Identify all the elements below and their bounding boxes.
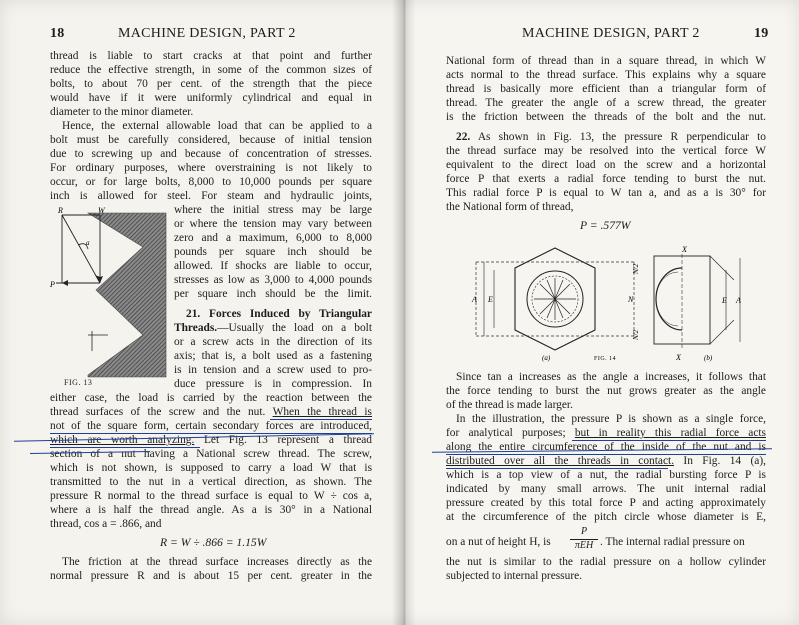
figure-14-sub-b: (b) [704,354,713,362]
figure-13-thread-section [48,205,170,385]
figure-label-x-top: X [682,245,687,254]
text-line: force P that exerts a radial force tending to burst the nut. [446,173,766,185]
text-line: pressure R normal to the thread surface is equal to W ÷ cos a, [50,490,372,502]
figure-label-e-right: E [722,296,727,305]
text-line: pounds per square inch should be [174,246,372,258]
text-line: thread is liable to start cracks at that point and further [50,50,372,62]
text-line: at the circumference of the pitch circle whose diameter is E, [446,511,766,523]
section-21-title-cont: Threads. [174,322,218,334]
underlined-phrase: When the thread is [272,406,372,418]
pen-underline [270,419,372,420]
text-line [446,455,766,469]
figure-label-x-bottom: X [676,353,681,362]
formula-numerator: P [580,526,588,537]
underlined-phrase: which are worth analyzing. [50,434,195,446]
text-line: thread. The greater the angle of a screw thread, the greater [446,97,766,109]
text-segment: In Fig. 14 (a), [674,455,766,467]
text-line: reduce the effective strength, in some of the common sizes of [50,64,372,76]
text-line: per square inch should be the limit. [174,288,372,300]
text-line: subjected to internal pressure. [446,570,583,582]
left-running-head: MACHINE DESIGN, PART 2 [118,26,296,41]
section-21-number: 21. [186,308,201,320]
pen-underline [446,468,668,469]
text-line: is the friction between the threads of the bolt and the nut. [446,111,766,123]
figure-14-sub-a: (a) [542,354,551,362]
underlined-phrase: but in reality this radial force acts [574,427,766,439]
figure-13-caption: FIG. 13 [64,378,93,387]
text-line: of the thread is made larger. [446,399,573,411]
text-line: This radial force P is equal to W tan a, and as a is 30° for [446,187,766,199]
book-gutter [392,0,416,625]
text-segment: As shown in Fig. 13, the pressure R perpendicular to [477,131,766,143]
figure-label-n-half-bottom: N/2 [632,329,640,340]
text-line: the thread surface may be resolved into the vertical force W [446,145,766,157]
text-line: which is a top view of a nut, the radial bursting force P is [446,469,766,481]
text-line: the force tending to burst the nut grows greater as the angle [446,385,766,397]
text-line: In the illustration, the pressure P is shown as a single force, [456,413,766,425]
pen-underline [50,447,200,448]
text-line: or a screw acts in the direction of its [174,336,372,348]
text-line: occur, or for large bolts, 8,000 to 10,000 pounds per square [50,176,372,188]
figure-label-n-half-top: N/2 [632,263,640,274]
equation-r: R = W ÷ .866 = 1.15W [160,536,267,549]
pen-underline [446,454,766,455]
text-line: pressure created by this total force P and acting approximately [446,497,766,509]
figure-label-e-dim: E [488,295,493,304]
underlined-phrase: not of the square form, certain secondary forces are introduced, [50,420,372,432]
text-line: thread is basically more efficient than a triangular form of [446,83,766,95]
text-line: diameter to the minor diameter. [50,106,194,118]
text-segment: thread surfaces of the screw and the nut. [50,406,266,418]
formula-suffix: . The internal radial pressure on [600,536,745,548]
text-segment: Let Fig. 13 represent a thread [194,434,372,446]
formula-prefix: on a nut of height H, is [446,536,551,548]
text-line: due to screwing up and because of concentration of stresses. [50,148,372,160]
text-line: duce pressure is in compression. In [174,378,372,390]
text-line: either case, the load is carried by the reaction between the [50,392,372,404]
text-line [50,406,372,420]
underlined-phrase: distributed over all the threads in contact. [446,455,675,467]
text-line: acts normal to the thread surface. This explains why a square [446,69,766,81]
text-segment: for analytical purposes; [446,427,575,439]
formula-line [446,526,766,556]
left-page-number: 18 [50,26,65,41]
text-line: National form of thread than in a square thread, in which W [446,55,766,67]
text-line: which is not shown, is supposed to carry a load W that is [50,462,372,474]
text-line: thread, cos a = .866, and [50,518,162,530]
formula-denominator: πEH [574,540,594,551]
text-line: allowed. If shocks are liable to occur, [174,260,372,272]
figure-label-n: N [628,295,634,304]
figure-label-r: R [58,206,63,215]
text-line: section of a nut having a National screw thread. The screw, [50,448,372,460]
text-line: the nut is similar to the radial pressure on a hollow cylinder [446,556,766,568]
text-line: inch is allowed for steel. For steam and hydraulic joints, [50,190,372,202]
right-page [404,0,799,625]
figure-label-w: W [98,206,105,215]
text-line: indicated by many small arrows. The unit internal radial [446,483,766,495]
right-running-head: MACHINE DESIGN, PART 2 [522,26,700,41]
text-line: axis; that is, a bolt used as a fastening [174,350,372,362]
text-line: Hence, the external allowable load that can be applied to a [62,120,372,132]
figure-14-nut-views [454,240,754,365]
text-line [456,131,766,145]
right-page-number: 19 [754,26,769,41]
equation-p: P = .577W [580,219,631,232]
text-line: or where the tension may vary between [174,218,372,230]
text-line: bolts, to about 70 per cent. of the strength that the piece [50,78,372,90]
text-line: equivalent to the direct load on the screw and a horizontal [446,159,766,171]
underlined-phrase: along the entire circumference of the inside of the nut and is [446,441,766,453]
text-line: is in tension and a screw used to pro- [174,364,372,376]
text-line: For ordinary purposes, where overstraining is not likely to [50,162,372,174]
section-22-number: 22. [456,131,471,143]
figure-label-a-right: A [736,296,741,305]
figure-14-caption: FIG. 14 [594,356,617,362]
text-line [174,322,372,336]
text-line: where a is half the thread angle. As a is 30° in a National [50,504,372,516]
section-21-first-text: —Usually the load on a bolt [217,322,372,334]
text-line [446,427,766,441]
text-line: transmitted to the nut in a vertical direction, as shown. The [50,476,372,488]
text-line: The friction at the thread surface increases directly as the [62,556,372,568]
text-line: zero and a maximum, 6,000 to 8,000 [174,232,372,244]
text-line: would have if it were uniformly cylindrical and equal in [50,92,372,104]
section-21-title: Forces Induced by Triangular [209,308,372,320]
figure-label-a-dim: A [472,295,477,304]
text-line: stresses as low as 3,000 to 4,000 pounds [174,274,372,286]
figure-label-a: a [86,239,90,247]
text-line: bolt must be carefully considered, because of initial tension [50,134,372,146]
section-21-title-line [186,308,372,322]
text-line: Since tan a increases as the angle a increases, it follows that [456,371,766,383]
text-line: where the initial stress may be large [174,204,372,216]
text-line: the National form of thread, [446,201,574,213]
text-line: normal pressure R and is about 15 per cent. greater in the [50,570,372,582]
figure-label-p: P [50,280,55,289]
pen-underline [572,440,766,441]
